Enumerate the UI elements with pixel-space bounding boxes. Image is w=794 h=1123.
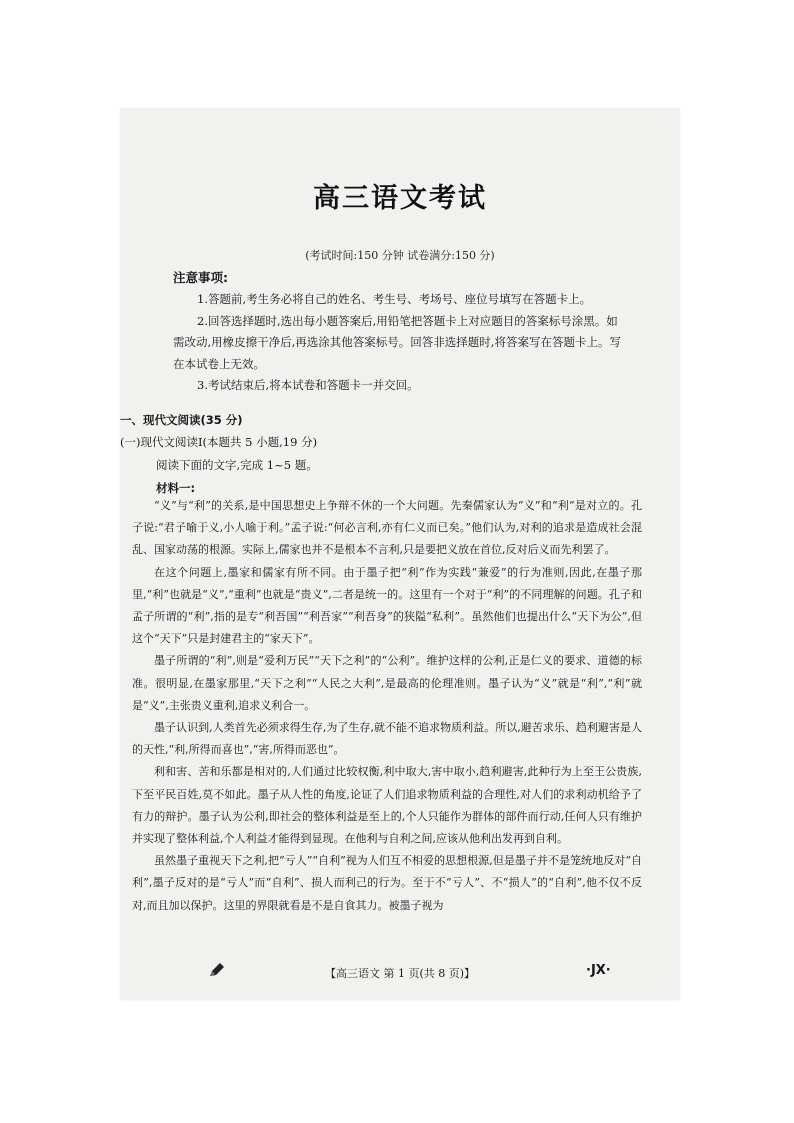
exam-code: ·JX· xyxy=(586,963,611,978)
exam-title: 高三语文考试 xyxy=(313,183,487,214)
notice-list xyxy=(173,289,628,397)
paragraph: 墨子认识到,人类首先必须求得生存,为了生存,就不能不追求物质利益。所以,避苦求乐、趋利避害是人的天性,“利,所得而喜也”,“害,所得而恶也”。 xyxy=(132,721,642,757)
section-heading: 一、现代文阅读(35 分) xyxy=(120,413,243,427)
material-text xyxy=(132,495,642,917)
paragraph: 在这个问题上,墨家和儒家有所不同。由于墨子把“利”作为实践“兼爱”的行为准则,因此,在墨子那里,“利”也就是“义”,“重利”也就是“贵义”,二者是统一的。这里有一个对于“利”的不同理解的问题。孔子和孟子所谓的“利”,指的是专“利吾国”“利吾家”“利吾身”的狭隘“私利”。虽然他们也提出什么“天下为公”,但这个“天下”只是封建君主的“家天下”。 xyxy=(132,565,642,646)
notice-item: 3.考试结束后,将本试卷和答题卡一并交回。 xyxy=(197,378,419,392)
material-label: 材料一: xyxy=(156,481,196,495)
paragraph: “义”与“利”的关系,是中国思想史上争辩不休的一个大问题。先秦儒家认为“义”和“利”是对立的。孔子说:“君子喻于义,小人喻于利。”孟子说:“何必言利,亦有仁义而已矣。”他们认为,对利的追求是造成社会混乱、国家动荡的根源。实际上,儒家也并不是根本不言利,只是要把义放在首位,反对后义而先利罢了。 xyxy=(132,499,642,557)
paragraph: 墨子所谓的“利”,则是“爱利万民”“天下之利”的“公利”。维护这样的公利,正是仁义的要求、道德的标准。很明显,在墨家那里,“天下之利”“人民之大利”,是最高的伦理准则。墨子认为“义”就是“利”,“利”就是“义”,主张贵义重利,追求义利合一。 xyxy=(132,654,642,712)
exam-time-info: (考试时间:150 分钟 试卷满分:150 分) xyxy=(305,249,495,262)
paragraph: 利和害、苦和乐都是相对的,人们通过比较权衡,利中取大,害中取小,趋利避害,此种行为上至王公贵族,下至平民百姓,莫不如此。墨子从人性的角度,论证了人们追求物质利益的合理性,对人们的求利动机给予了有力的辩护。墨子认为公利,即社会的整体利益是至上的,个人只能作为群体的部件而行动,任何人只有维护并实现了整体利益,个人利益才能得到显现。在他利与自利之间,应该从他利出发再到自利。 xyxy=(132,765,642,846)
notice-item: 2.回答选择题时,选出每小题答案后,用铅笔把答题卡上对应题目的答案标号涂黑。如需改动,用橡皮擦干净后,再选涂其他答案标号。回答非选择题时,将答案写在答题卡上。写在本试卷上无效。 xyxy=(173,313,621,371)
reading-instruction: 阅读下面的文字,完成 1~5 题。 xyxy=(156,458,318,472)
paragraph: 虽然墨子重视天下之利,把“亏人”“自利”视为人们互不相爱的思想根源,但是墨子并不是笼统地反对“自利”,墨子反对的是“亏人”而“自利”、损人而利己的行为。至于不“亏人”、不“损人”的“自利”,他不仅不反对,而且加以保护。这里的界限就看是不是自食其力。被墨子视为 xyxy=(132,854,642,912)
page-footer: 【高三语文 第 1 页(共 8 页)】 xyxy=(324,967,476,980)
notice-heading: 注意事项: xyxy=(173,270,228,285)
sub-section-heading: (一)现代文阅读Ⅰ(本题共 5 小题,19 分) xyxy=(120,435,318,449)
notice-item: 1.答题前,考生务必将自己的姓名、考生号、考场号、座位号填写在答题卡上。 xyxy=(197,292,592,306)
exam-page xyxy=(120,108,680,1000)
